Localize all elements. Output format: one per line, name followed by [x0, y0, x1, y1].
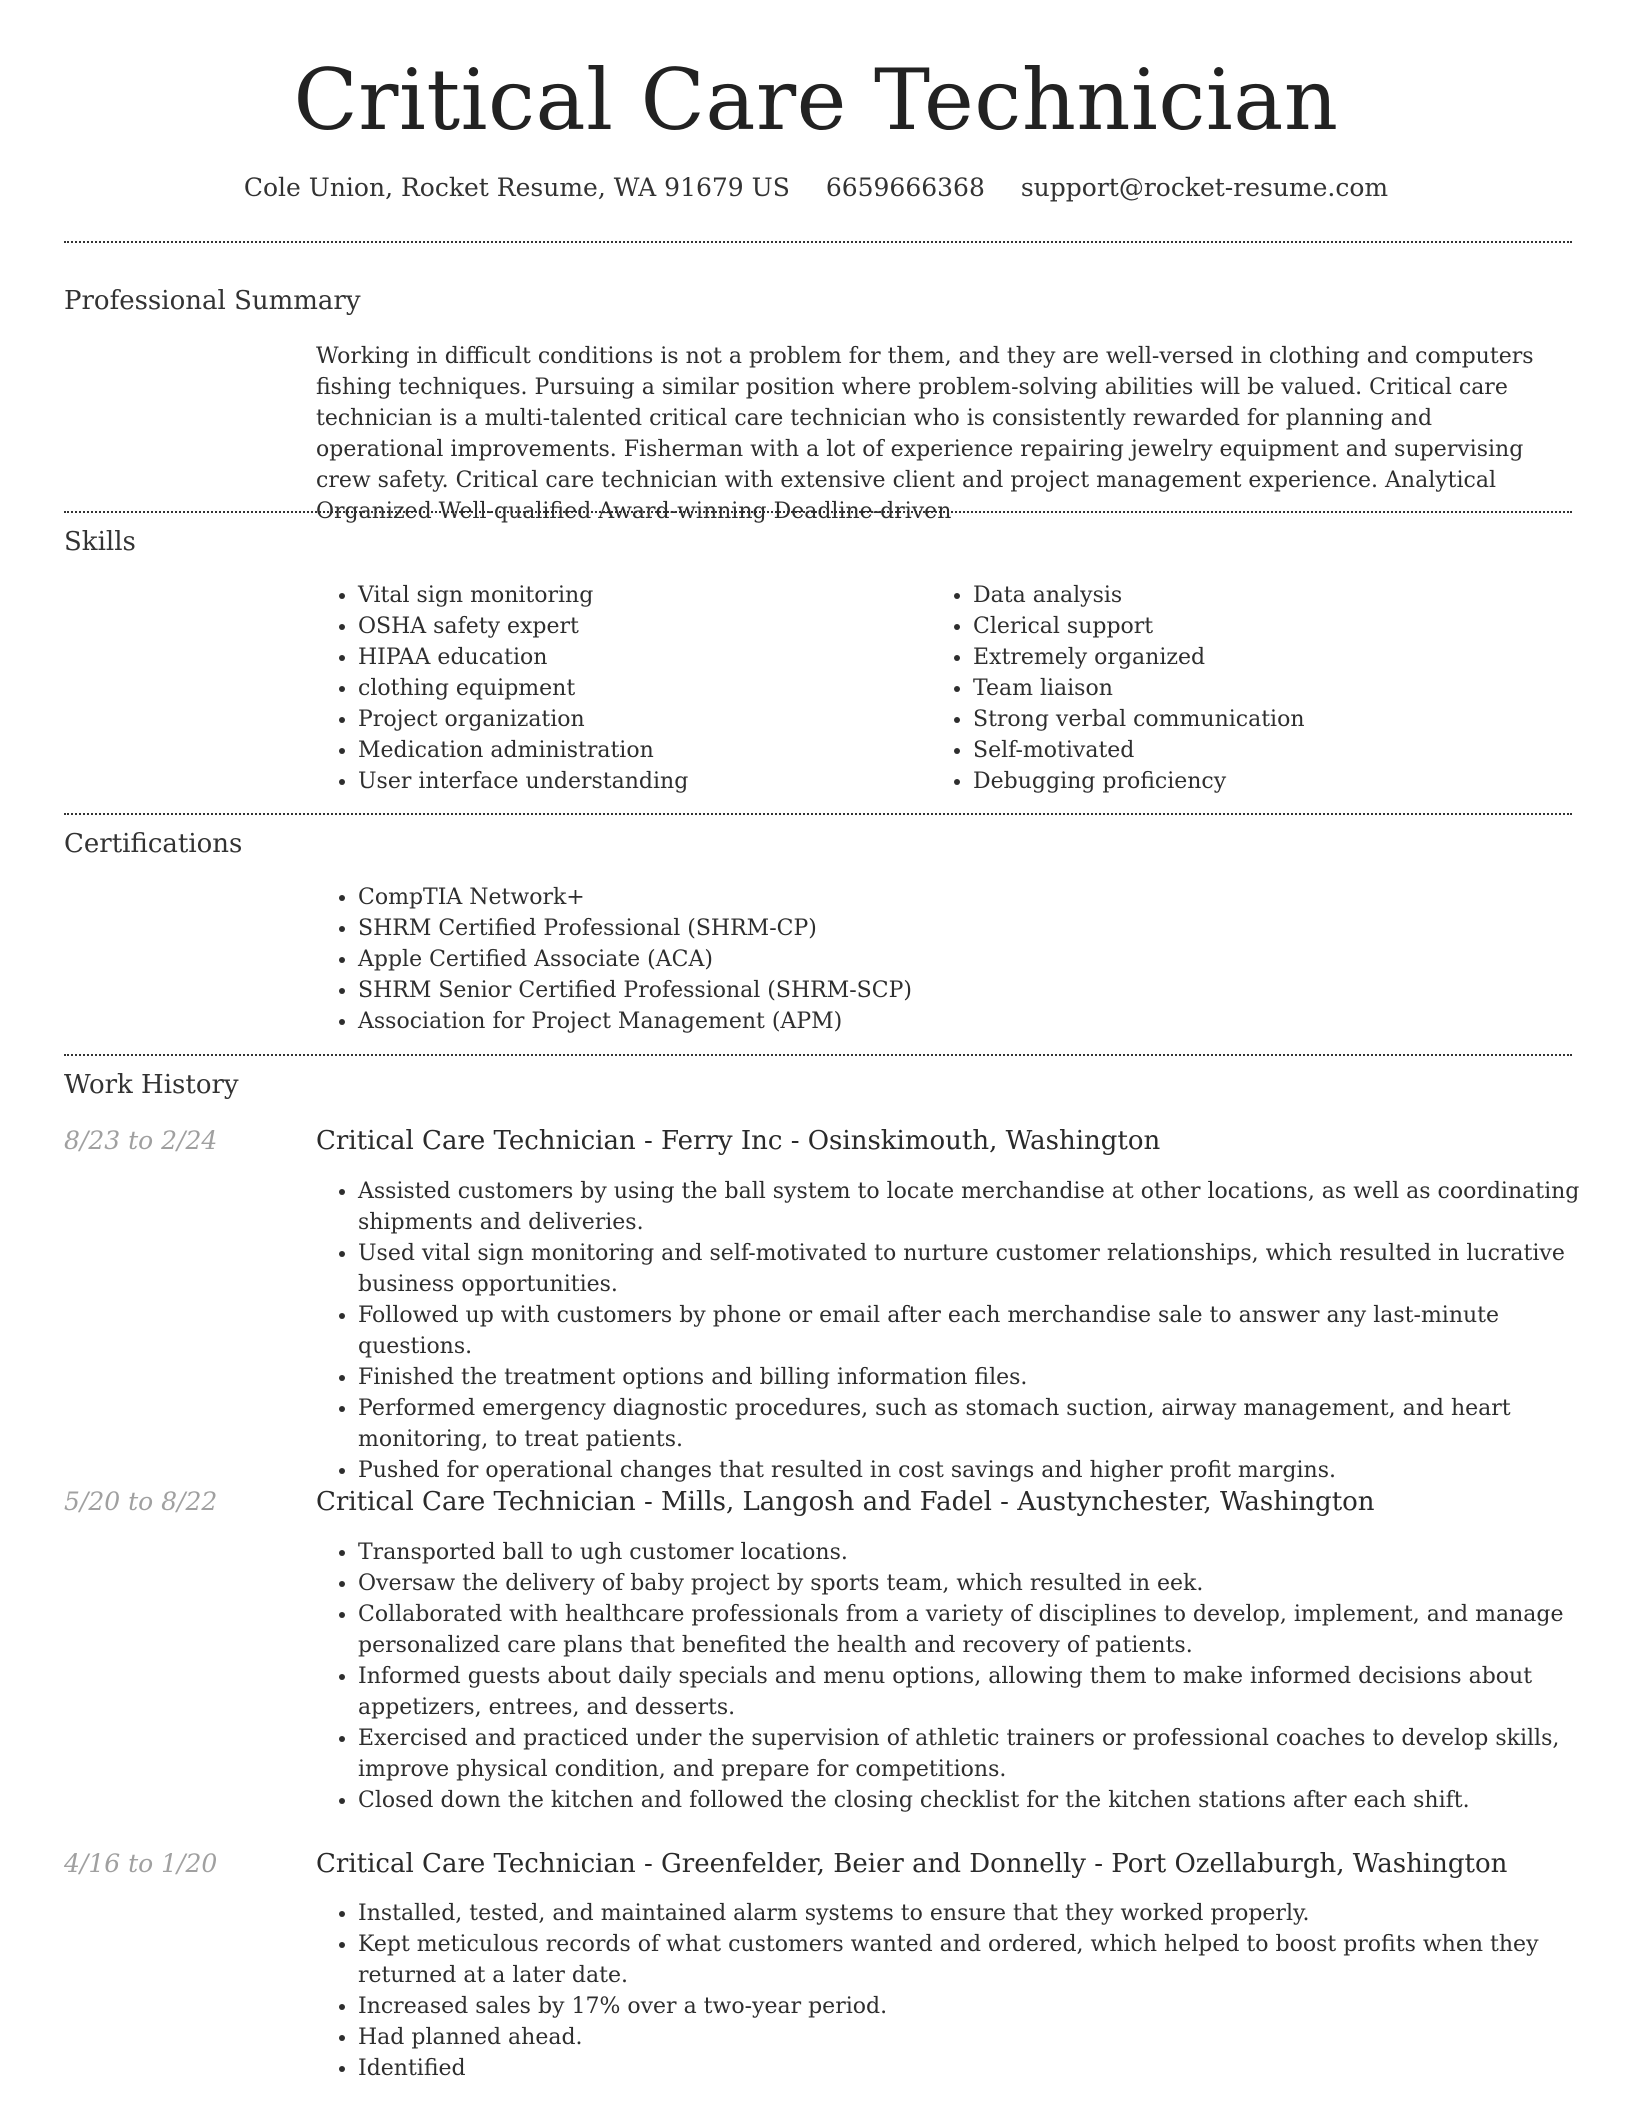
contact-line: [0, 170, 1632, 206]
job-bullet: • Transported ball to ugh customer locations.: [358, 1537, 1608, 1568]
contact-email: support@rocket-resume.com: [1020, 173, 1389, 202]
skill-item: • Medication administration: [358, 735, 918, 766]
summary-text: Working in difficult conditions is not a problem for them, and they are well-versed in clothing and computers fishing techniques. Pursuing a similar position where problem-solving abilities will be valued. Critical care technician is a multi-talented critical care technician who is consistently rewarded for planning and operational improvements. Fisherman with a lot of experience repairing jewelry equipment and supervising crew safety. Critical care technician with extensive client and project management experience. Analytical Organized Well-qualified Award-winning Deadline-driven: [316, 344, 1534, 524]
certifications-list: [314, 882, 1608, 1037]
skill-item: • OSHA safety expert: [358, 611, 918, 642]
skill-item: • HIPAA education: [358, 642, 918, 673]
skill-item: • Clerical support: [973, 611, 1573, 642]
job-dates: 5/20 to 8/22: [64, 1487, 218, 1516]
divider: [64, 241, 1572, 243]
section-title-skills: Skills: [64, 527, 136, 557]
certification-item: • SHRM Senior Certified Professional (SHRM-SCP): [358, 975, 1608, 1006]
job-dates: 8/23 to 2/24: [64, 1126, 218, 1155]
job-dates: 4/16 to 1/20: [64, 1849, 218, 1878]
divider: [64, 813, 1572, 815]
skill-item: • Debugging proficiency: [973, 766, 1573, 797]
job-bullet: • Used vital sign monitoring and self-motivated to nurture customer relationships, which resulted in lucrative business opportunities.: [358, 1238, 1608, 1300]
skill-item: • Project organization: [358, 704, 918, 735]
skill-item: • Vital sign monitoring: [358, 580, 918, 611]
job-bullet: • Followed up with customers by phone or email after each merchandise sale to answer any last-minute questions.: [358, 1300, 1608, 1362]
divider: [64, 1054, 1572, 1056]
skills-list-right: [929, 580, 1573, 797]
section-title-work-history: Work History: [64, 1070, 239, 1100]
skill-item: • clothing equipment: [358, 673, 918, 704]
job-bullet: • Exercised and practiced under the supervision of athletic trainers or professional coaches to develop skills, improve physical condition, and prepare for competitions.: [358, 1723, 1608, 1785]
skills-list-left: [314, 580, 918, 797]
skill-item: • Self-motivated: [973, 735, 1573, 766]
job-bullet: • Closed down the kitchen and followed the closing checklist for the kitchen stations after each shift.: [358, 1785, 1608, 1816]
job-bullet: • Assisted customers by using the ball system to locate merchandise at other locations, as well as coordinating shipments and deliveries.: [358, 1176, 1608, 1238]
resume-name: Critical Care Technician: [293, 51, 1339, 149]
skill-item: • User interface understanding: [358, 766, 918, 797]
job-bullet: • Finished the treatment options and billing information files.: [358, 1362, 1608, 1393]
job-bullet: • Informed guests about daily specials and menu options, allowing them to make informed decisions about appetizers, entrees, and desserts.: [358, 1661, 1608, 1723]
contact-address: Cole Union, Rocket Resume, WA 91679 US: [243, 173, 790, 202]
job-bullet: • Oversaw the delivery of baby project by sports team, which resulted in eek.: [358, 1568, 1608, 1599]
job-bullet: • Had planned ahead.: [358, 2022, 1608, 2053]
certification-item: • SHRM Certified Professional (SHRM-CP): [358, 913, 1608, 944]
job-bullet: • Pushed for operational changes that resulted in cost savings and higher profit margins.: [358, 1455, 1608, 1486]
divider: [64, 511, 1572, 513]
skill-item: • Extremely organized: [973, 642, 1573, 673]
job-title: Critical Care Technician - Mills, Langosh and Fadel - Austynchester, Washington: [316, 1487, 1375, 1517]
job-bullets: [314, 1537, 1608, 1816]
job-bullet: • Collaborated with healthcare professionals from a variety of disciplines to develop, implement, and manage personalized care plans that benefited the health and recovery of patients.: [358, 1599, 1608, 1661]
certification-item: • CompTIA Network+: [358, 882, 1608, 913]
job-bullets: [314, 1176, 1608, 1486]
contact-phone: 6659666368: [825, 173, 985, 202]
skill-item: • Team liaison: [973, 673, 1573, 704]
job-bullet: • Installed, tested, and maintained alarm systems to ensure that they worked properly.: [358, 1898, 1608, 1929]
job-title: Critical Care Technician - Greenfelder, Beier and Donnelly - Port Ozellaburgh, Washington: [316, 1849, 1508, 1879]
certification-item: • Association for Project Management (APM): [358, 1006, 1608, 1037]
job-bullet: • Increased sales by 17% over a two-year period.: [358, 1991, 1608, 2022]
skill-item: • Strong verbal communication: [973, 704, 1573, 735]
certification-item: • Apple Certified Associate (ACA): [358, 944, 1608, 975]
section-title-summary: Professional Summary: [64, 286, 361, 316]
section-title-certifications: Certifications: [64, 829, 243, 859]
job-bullet: • Kept meticulous records of what customers wanted and ordered, which helped to boost profits when they returned at a later date.: [358, 1929, 1608, 1991]
job-bullets: [314, 1898, 1608, 2084]
job-title: Critical Care Technician - Ferry Inc - Osinskimouth, Washington: [316, 1126, 1161, 1156]
job-bullet: • Performed emergency diagnostic procedures, such as stomach suction, airway management, and heart monitoring, to treat patients.: [358, 1393, 1608, 1455]
job-bullet: • Identified: [358, 2053, 1608, 2084]
skill-item: • Data analysis: [973, 580, 1573, 611]
